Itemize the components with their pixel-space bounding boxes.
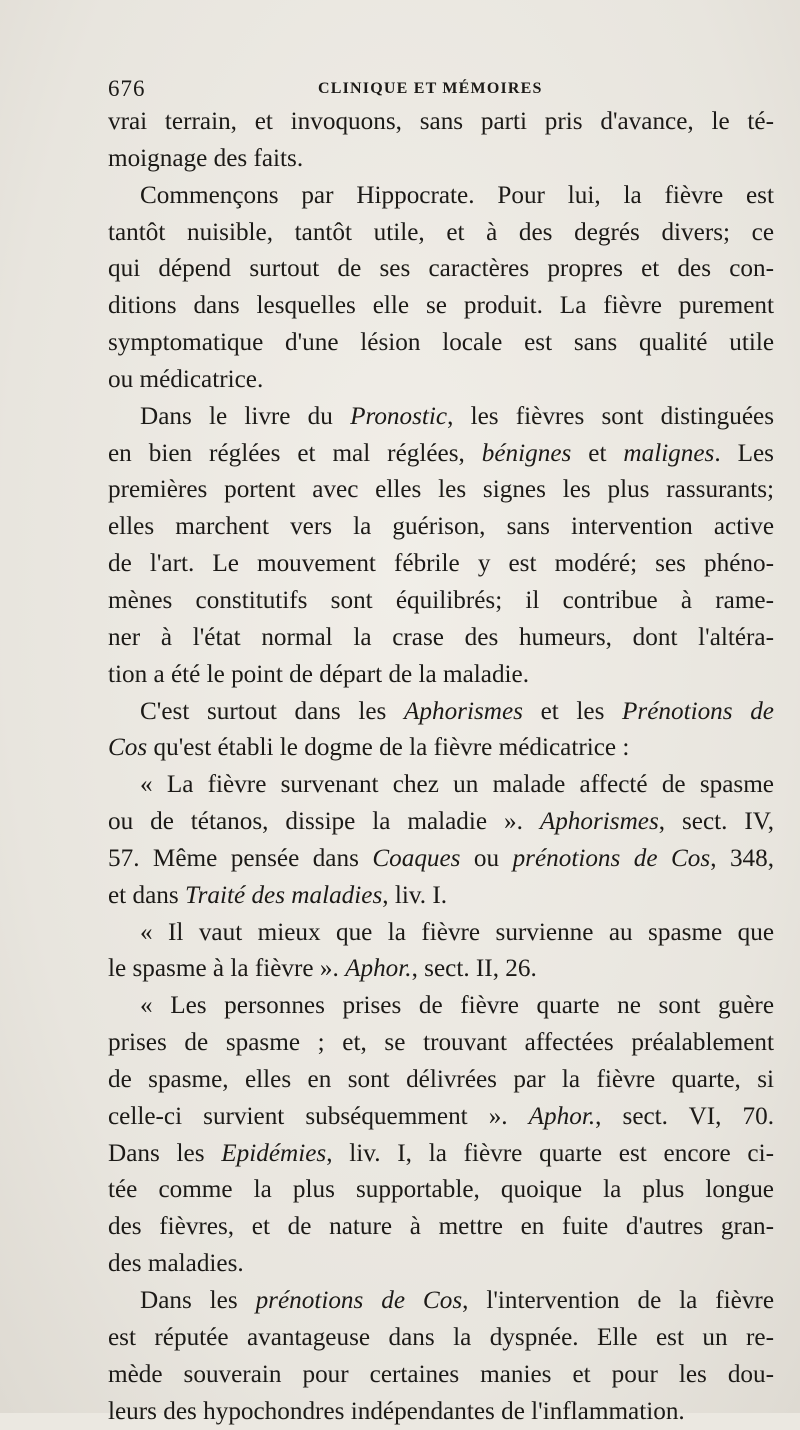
text-line: ditions dans lesquelles elle se produit. La fièvre purement — [108, 292, 774, 320]
text-line: des fièvres, et de nature à mettre en fuite d'autres gran- — [108, 1213, 774, 1241]
text-line: Dans les prénotions de Cos, l'intervention de la fièvre — [140, 1287, 774, 1314]
text-line: le spasme à la fièvre ». Aphor., sect. II, 26. — [108, 955, 537, 983]
text-line: est réputée avantageuse dans la dyspnée. Elle est un re- — [108, 1323, 774, 1351]
text-line: tantôt nuisible, tantôt utile, et à des degrés divers; ce — [108, 218, 774, 246]
text-line: 57. Même pensée dans Coaques ou prénotions de Cos, 348, — [108, 844, 775, 872]
text-line: ou de tétanos, dissipe la maladie ». Aphorismes, sect. IV, — [108, 808, 774, 836]
text-line: mènes constitutifs sont équilibrés; il contribue à rame- — [108, 586, 774, 614]
text-line: symptomatique d'une lésion locale est sans qualité utile — [108, 329, 774, 357]
text-line: ner à l'état normal la crase des humeurs, dont l'altéra- — [108, 623, 774, 651]
text-line: mède souverain pour certaines manies et pour les dou- — [108, 1360, 774, 1388]
text-line: « Il vaut mieux que la fièvre survienne au spasme que — [140, 918, 774, 946]
text-line: elles marchent vers la guérison, sans intervention active — [108, 513, 774, 541]
text-line: C'est surtout dans les Aphorismes et les Prénotions de — [140, 697, 774, 725]
text-line: « La fièvre survenant chez un malade affecté de spasme — [140, 771, 774, 799]
text-line: moignage des faits. — [108, 144, 304, 172]
text-line: leurs des hypochondres indépendantes de l'inflammation. — [108, 1397, 685, 1425]
text-line: de spasme, elles en sont délivrées par la fièvre quarte, si — [108, 1065, 774, 1093]
text-line: de l'art. Le mouvement fébrile y est modéré; ses phéno- — [108, 550, 774, 578]
text-line: qui dépend surtout de ses caractères propres et des con- — [108, 255, 774, 283]
text-line: en bien réglées et mal réglées, bénignes et malignes. Les — [108, 439, 774, 467]
text-line: Cos qu'est établi le dogme de la fièvre médicatrice : — [108, 734, 630, 762]
text-line: « Les personnes prises de fièvre quarte ne sont guère — [140, 992, 774, 1020]
body-text — [108, 104, 774, 1430]
text-line: Dans les Epidémies, liv. I, la fièvre quarte est encore ci- — [108, 1139, 774, 1167]
text-line: ou médicatrice. — [108, 365, 264, 393]
text-line: prises de spasme ; et, se trouvant affectées préalablement — [108, 1029, 774, 1057]
running-title: CLINIQUE ET MÉMOIRES — [318, 80, 543, 97]
text-line: des maladies. — [108, 1250, 244, 1278]
text-line: tion a été le point de départ de la maladie. — [108, 660, 530, 688]
text-line: Commençons par Hippocrate. Pour lui, la fièvre est — [140, 181, 774, 209]
text-line: Dans le livre du Pronostic, les fièvres sont distinguées — [140, 402, 774, 430]
text-line: et dans Traité des maladies, liv. I. — [108, 881, 448, 909]
text-line: tée comme la plus supportable, quoique la plus longue — [108, 1176, 774, 1204]
text-line: premières portent avec elles les signes les plus rassurants; — [108, 476, 774, 504]
page-number: 676 — [108, 76, 146, 101]
text-line: vrai terrain, et invoquons, sans parti pris d'avance, le té- — [108, 108, 774, 135]
text-line: celle-ci survient subséquemment ». Aphor., sect. VI, 70. — [108, 1102, 774, 1130]
page-header — [108, 76, 774, 106]
